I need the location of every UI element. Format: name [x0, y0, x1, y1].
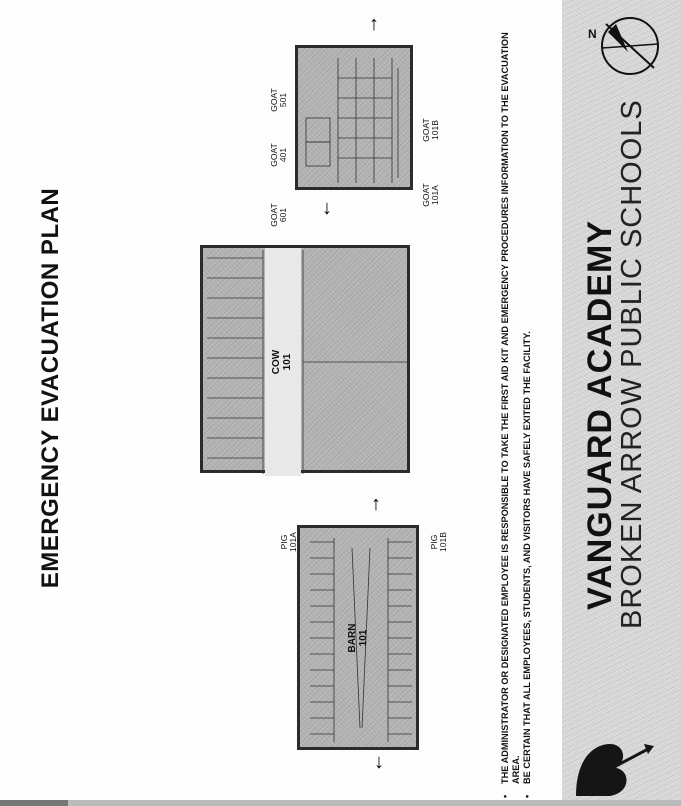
label-pig-101b: PIG 101B	[429, 532, 448, 552]
svg-text:N: N	[588, 27, 597, 41]
label-goat-101a: GOAT 101A	[421, 183, 440, 207]
label-goat-601: GOAT 601	[269, 203, 288, 227]
room-label-cow: COW 101	[271, 349, 293, 375]
evacuation-arrow-icon: ↑	[369, 13, 379, 35]
label-goat-401: GOAT 401	[269, 143, 288, 167]
page-title: EMERGENCY EVACUATION PLAN	[37, 187, 64, 589]
label-goat-501: GOAT 501	[269, 88, 288, 112]
label-goat-101b: GOAT 101B	[421, 118, 440, 142]
evacuation-arrow-icon: ↓	[374, 751, 384, 773]
label-pig-101a: PIG 101A	[279, 532, 298, 552]
district-name: BROKEN ARROW PUBLIC SCHOOLS	[616, 99, 648, 629]
evacuation-arrow-icon: ↑	[371, 493, 381, 515]
cow-stalls-drawing	[203, 248, 413, 476]
north-compass-icon	[578, 4, 678, 88]
goat-pens-drawing	[298, 48, 416, 193]
evacuation-arrow-icon: ↓	[322, 197, 332, 219]
note-item: • THE ADMINISTRATOR OR DESIGNATED EMPLOYEE IS RESPONSIBLE TO TAKE THE FIRST AID KIT AND EMERGENCY PROCEDURES INFORMATION TO THE EVACUATION AREA.	[500, 24, 522, 798]
barn-floor-plan	[297, 525, 419, 750]
goat-floor-plan	[295, 45, 413, 190]
note-item: • BE CERTAIN THAT ALL EMPLOYEES, STUDENTS, AND VISITORS HAVE SAFELY EXITED THE FACILITY.	[522, 18, 533, 798]
cow-floor-plan	[200, 245, 410, 473]
room-label-barn: BARN 101	[347, 623, 369, 653]
evacuation-notes	[500, 18, 560, 798]
school-name: VANGUARD ACADEMY	[581, 220, 619, 610]
ba-logo-icon	[566, 736, 656, 802]
